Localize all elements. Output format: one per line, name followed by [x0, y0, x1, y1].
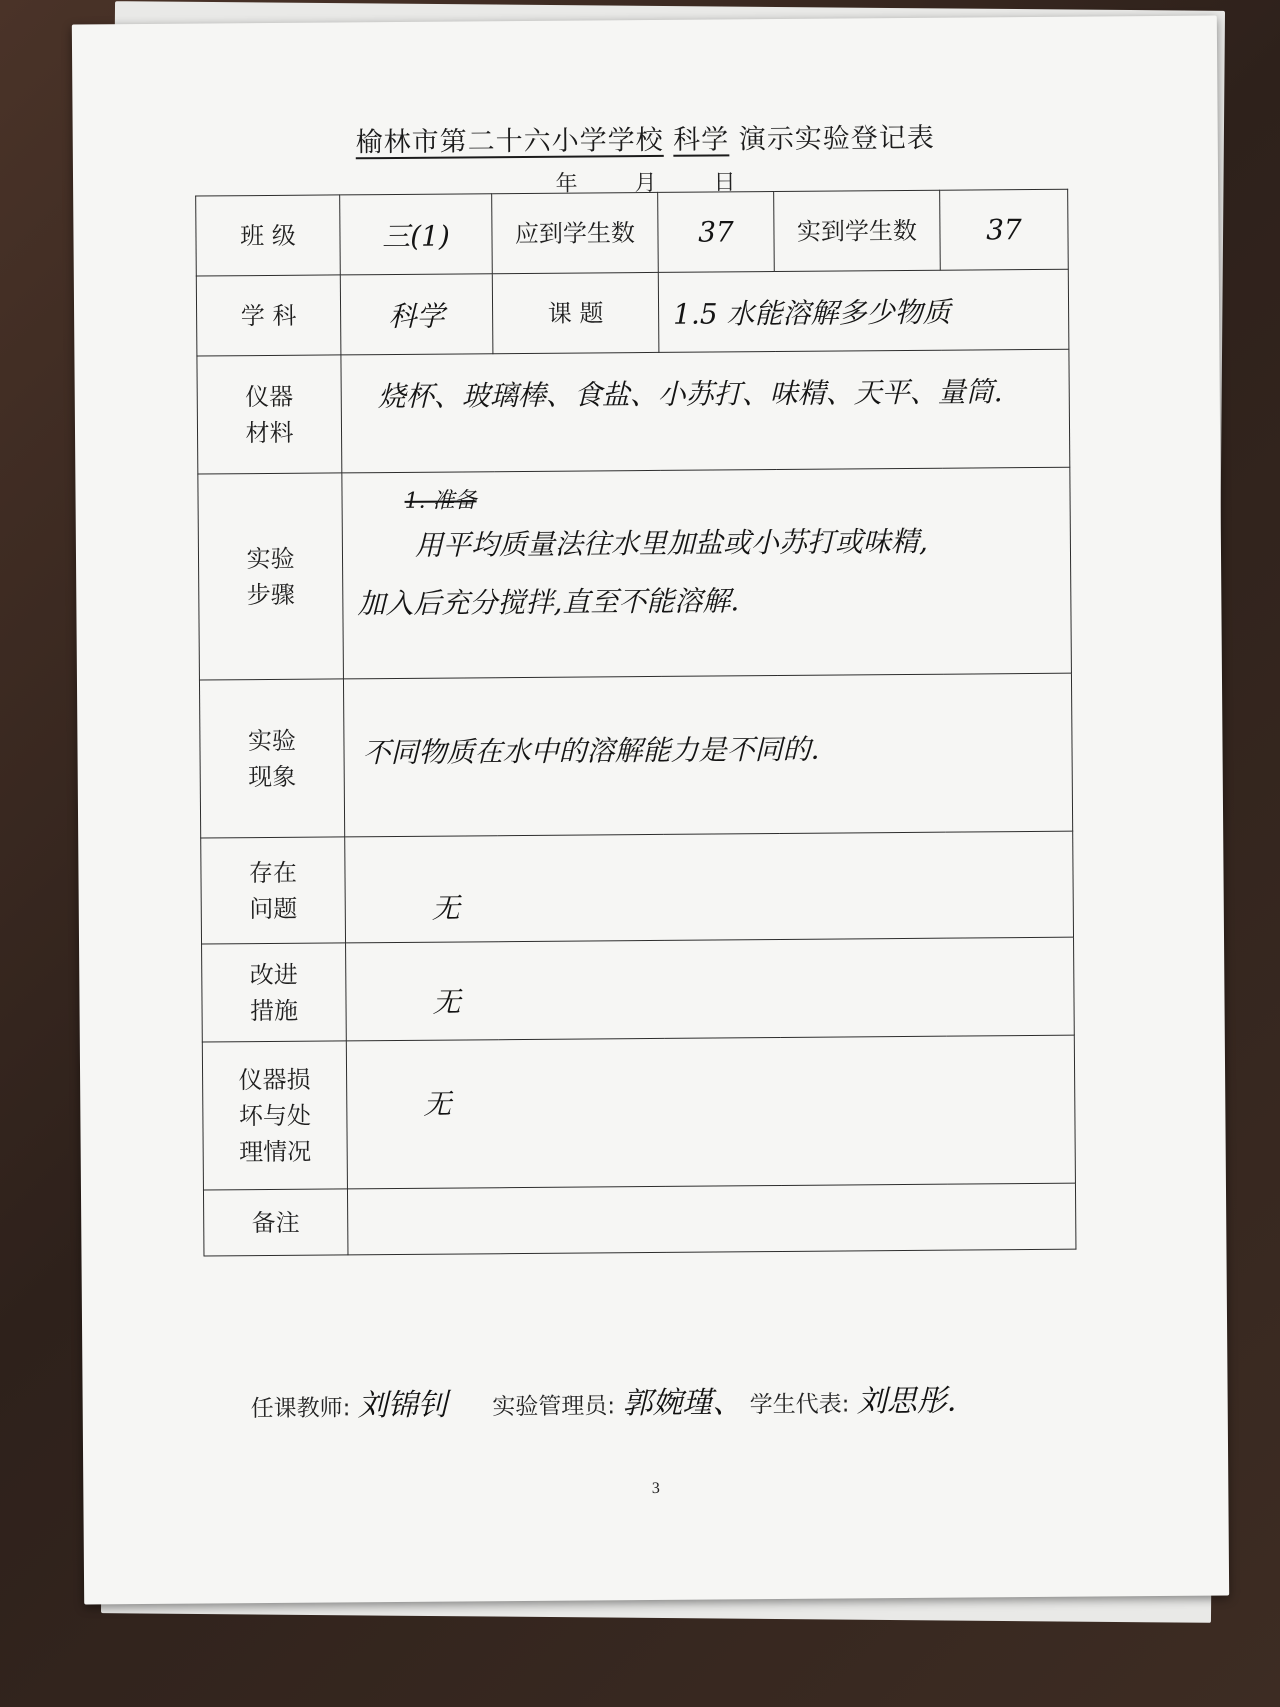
- row-subject: [196, 269, 1069, 356]
- label-improve: [202, 943, 347, 1042]
- signature-footer: [250, 1376, 956, 1426]
- value-damage: 无: [346, 1035, 1075, 1189]
- value-improve: 无: [346, 937, 1075, 1041]
- label-steps-line1: 实验: [246, 544, 295, 573]
- school-name: 榆林市第二十六小学学校: [355, 124, 664, 159]
- teacher-label: 任课教师:: [250, 1395, 351, 1423]
- label-steps: [198, 473, 344, 680]
- steps-line-2: 加入后充分搅拌,直至不能溶解.: [357, 584, 740, 621]
- label-phenomenon-line1: 实验: [247, 726, 297, 755]
- label-problems: [201, 837, 346, 944]
- value-actual: 37: [940, 189, 1069, 270]
- admin-signature: 郭婉瑾、: [622, 1385, 743, 1422]
- label-topic: 课 题: [492, 272, 659, 353]
- label-improve-line2: 措施: [249, 996, 299, 1025]
- teacher-signature: 刘锦钊: [357, 1387, 448, 1424]
- rep-label: 学生代表:: [749, 1391, 850, 1419]
- label-damage: [202, 1041, 347, 1190]
- value-expected: 37: [658, 192, 775, 273]
- date-line: 年 月 日: [555, 170, 736, 197]
- row-damage: [202, 1035, 1075, 1190]
- row-equipment: [197, 349, 1070, 474]
- label-improve-line1: 改进: [249, 960, 298, 989]
- value-subject: 科学: [340, 274, 493, 355]
- label-subject: 学 科: [196, 275, 341, 356]
- label-actual: 实到学生数: [774, 190, 941, 271]
- label-damage-line3: 理情况: [239, 1137, 312, 1166]
- label-problems-line2: 问题: [249, 894, 298, 923]
- label-equipment-line2: 材料: [245, 418, 294, 447]
- value-phenomenon: 不同物质在水中的溶解能力是不同的.: [343, 673, 1072, 837]
- row-improve: [202, 937, 1075, 1042]
- registration-form-page: [72, 16, 1229, 1605]
- row-steps: [198, 467, 1072, 680]
- label-problems-line1: 存在: [248, 858, 298, 887]
- steps-line-1: 用平均质量法往水里加盐或小苏打或味精,: [414, 524, 928, 562]
- value-equipment: 烧杯、玻璃棒、食盐、小苏打、味精、天平、量筒.: [341, 349, 1070, 473]
- label-equipment-line1: 仪器: [245, 382, 294, 411]
- subject-name: 科学: [673, 124, 730, 156]
- rep-signature: 刘思彤.: [856, 1383, 957, 1420]
- form-title: [73, 114, 1218, 162]
- row-problems: [201, 831, 1074, 944]
- title-suffix: 演示实验登记表: [738, 122, 935, 156]
- label-class: 班 级: [196, 195, 341, 276]
- value-remarks: [347, 1183, 1075, 1255]
- label-phenomenon: [199, 679, 344, 838]
- admin-label: 实验管理员:: [492, 1393, 616, 1421]
- steps-struck-text: 1. 准备: [404, 488, 477, 514]
- row-class: [196, 189, 1069, 276]
- label-damage-line1: 仪器损: [238, 1065, 311, 1094]
- value-steps: [342, 467, 1072, 679]
- page-number: 3: [651, 1479, 660, 1498]
- label-damage-line2: 坏与处: [238, 1101, 311, 1130]
- label-phenomenon-line2: 现象: [248, 762, 297, 791]
- label-expected: 应到学生数: [492, 192, 659, 273]
- row-remarks: [203, 1183, 1075, 1256]
- label-equipment: [197, 355, 342, 474]
- value-topic: 1.5 水能溶解多少物质: [658, 269, 1069, 352]
- value-problems: 无: [345, 831, 1074, 943]
- value-class: 三(1): [340, 194, 493, 275]
- label-remarks: 备注: [203, 1189, 348, 1256]
- experiment-form-table: [195, 189, 1076, 1257]
- label-steps-line2: 步骤: [246, 580, 295, 609]
- row-phenomenon: [199, 673, 1072, 838]
